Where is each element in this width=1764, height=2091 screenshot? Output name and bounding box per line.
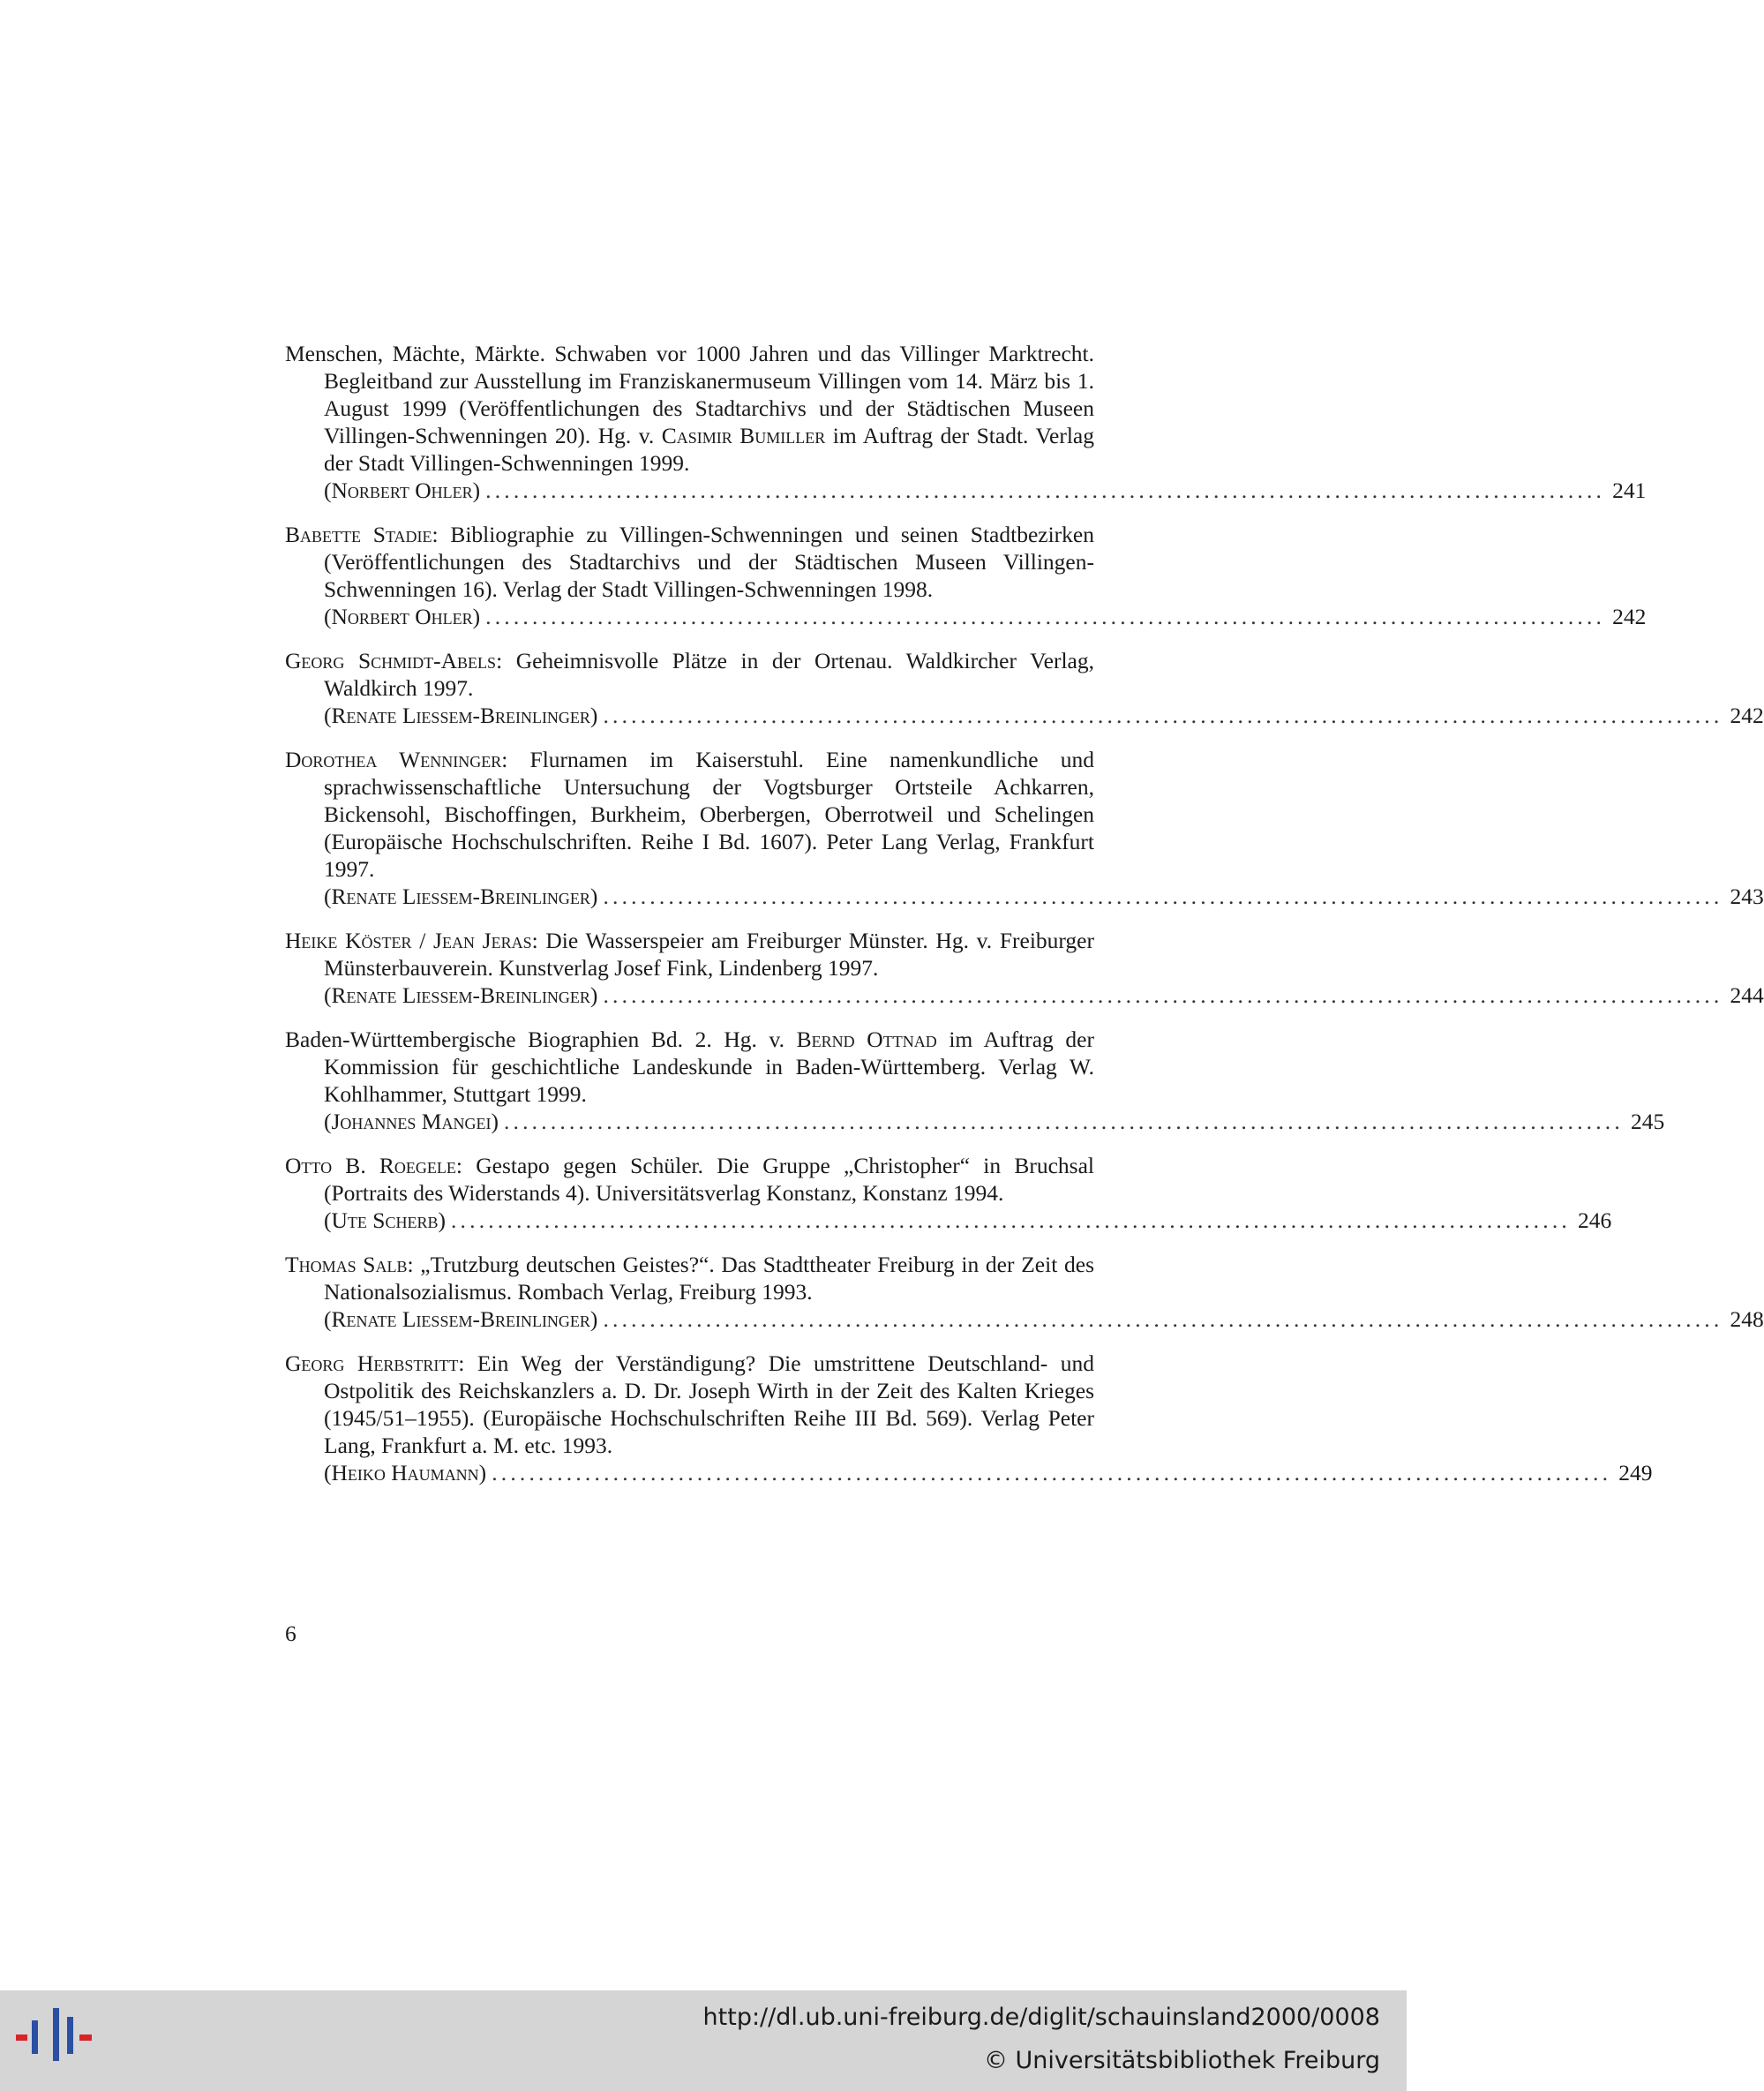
ub-freiburg-logo-icon [16,2008,95,2079]
book-citation [285,1251,1094,1305]
reviewer-name: (Norbert Ohler) [324,478,481,503]
review-entry [285,1251,1764,1333]
citation-text: : Geheimnisvolle Plätze in der Ortenau. Waldkircher Verlag, Waldkirch 1997. [324,648,1094,701]
reviewer-line [285,1305,1764,1333]
reviewer-line [285,477,1647,504]
review-entry [285,1026,1665,1135]
entry-page-number: 242 [1730,703,1764,728]
author-name: Thomas Salb [285,1252,408,1277]
entry-page-number: 249 [1618,1460,1653,1486]
book-citation [285,1026,1094,1108]
author-name: Babette Stadie [285,522,432,547]
dot-leader: ........................................................................................................................ [450,1207,1571,1233]
review-entry [285,340,1647,504]
footer-copyright: © Universitätsbibliothek Freiburg [983,2047,1380,2074]
book-citation [285,340,1094,477]
citation-text: : Ein Weg der Verständigung? Die umstrittene Deutschland- und Ostpolitik des Reichskanzlers a. D. Dr. Joseph Wirth in der Zeit des Kalten Krieges (1945/51–1955). (Europäische Hochschulschriften Reihe III Bd. 569). Verlag Peter Lang, Frankfurt a. M. etc. 1993. [324,1350,1094,1458]
reviewer-line [285,1207,1612,1234]
dot-leader: ........................................................................................................................ [503,1109,1624,1134]
reviewer-name: (Renate Liessem-Breinlinger) [324,703,598,728]
dot-leader: ........................................................................................................................ [603,884,1723,909]
dot-leader: ........................................................................................................................ [603,1306,1723,1332]
review-entry [285,521,1647,630]
reviewer-name: (Heiko Haumann) [324,1460,487,1486]
citation-text: im Auftrag der Kommission für geschichtliche Landeskunde in Baden-Württemberg. Verlag W. Kohlhammer, Stuttgart 1999. [324,1027,1094,1107]
author-name: Casimir Bumiller [661,423,826,448]
reviewer-name: (Renate Liessem-Breinlinger) [324,884,598,909]
reviewer-name: (Renate Liessem-Breinlinger) [324,1306,598,1332]
footer-url-link[interactable]: http://dl.ub.uni-freiburg.de/diglit/schauinsland2000/0008 [702,2004,1380,2031]
review-list [285,340,1764,1503]
citation-text: Baden-Württembergische Biographien Bd. 2. Hg. v. [285,1027,797,1052]
citation-text: : Die Wasserspeier am Freiburger Münster. Hg. v. Freiburger Münsterbauverein. Kunstverlag Josef Fink, Lindenberg 1997. [324,928,1094,981]
dot-leader: ........................................................................................................................ [603,703,1723,728]
citation-text: : Bibliographie zu Villingen-Schwenningen und seinen Stadtbezirken (Veröffentlichungen des Stadtarchivs und der Städtischen Museen Villingen-Schwenningen 16). Verlag der Stadt Villingen-Schwenningen 1998. [324,522,1094,602]
entry-page-number: 243 [1730,884,1764,909]
author-name: Georg Schmidt-Abels [285,648,497,673]
citation-text: im Auftrag der Stadt. Verlag der Stadt Villingen-Schwenningen 1999. [324,423,1095,476]
entry-page-number: 241 [1612,478,1647,503]
reviewer-line [285,982,1764,1009]
entry-page-number: 246 [1577,1207,1612,1233]
author-name: Otto B. Roegele [285,1153,456,1178]
book-citation [285,647,1094,702]
dot-leader: ........................................................................................................................ [485,604,1606,629]
book-citation [285,746,1094,883]
citation-text: : „Trutzburg deutschen Geistes?“. Das Stadttheater Freiburg in der Zeit des Nationalsozialismus. Rombach Verlag, Freiburg 1993. [324,1252,1094,1305]
reviewer-line [285,702,1764,729]
reviewer-line [285,1108,1665,1135]
author-name: Jean Jeras [433,928,532,953]
entry-page-number: 248 [1730,1306,1764,1332]
author-name: Dorothea Wenninger [285,747,502,772]
reviewer-name: (Renate Liessem-Breinlinger) [324,982,598,1008]
citation-text: : Gestapo gegen Schüler. Die Gruppe „Christopher“ in Bruchsal (Portraits des Widerstands 4). Universitätsverlag Konstanz, Konstanz 1994. [324,1153,1094,1206]
entry-page-number: 242 [1612,604,1647,629]
footer-bar [0,1990,1407,2091]
author-name: Georg Herbstritt [285,1350,459,1376]
dot-leader: ........................................................................................................................ [485,478,1606,503]
book-citation [285,927,1094,982]
reviewer-line [285,603,1647,630]
reviewer-line [285,1459,1653,1486]
review-entry [285,927,1764,1009]
book-citation [285,1152,1094,1207]
reviewer-name: (Norbert Ohler) [324,604,481,629]
page-number: 6 [285,1621,297,1646]
citation-text: / [411,928,434,953]
reviewer-line [285,883,1764,910]
citation-text: : Flurnamen im Kaiserstuhl. Eine namenkundliche und sprachwissenschaftliche Untersuchung der Vogtsburger Ortsteile Achkarren, Bickensohl, Bischoffingen, Burkheim, Oberbergen, Oberrotweil und Schelingen (Europäische Hochschulschriften. Reihe I Bd. 1607). Peter Lang Verlag, Frankfurt 1997. [324,747,1094,882]
entry-page-number: 245 [1630,1109,1665,1134]
review-entry [285,746,1764,910]
review-entry [285,1350,1653,1486]
author-name: Bernd Ottnad [796,1027,937,1052]
dot-leader: ........................................................................................................................ [603,982,1723,1008]
review-entry [285,647,1764,729]
book-citation [285,521,1094,603]
dot-leader: ........................................................................................................................ [492,1460,1612,1486]
citation-text: Menschen, Mächte, Märkte. Schwaben vor 1000 Jahren und das Villinger Marktrecht. Begleitband zur Ausstellung im Franziskanermuseum Villingen vom 14. März bis 1. August 1999 (Veröffentlichungen des Stadtarchivs und der Städtischen Museen Villingen-Schwenningen 20). Hg. v. [285,341,1094,448]
review-entry [285,1152,1612,1234]
author-name: Heike Köster [285,928,412,953]
reviewer-name: (Ute Scherb) [324,1207,446,1233]
book-citation [285,1350,1094,1459]
entry-page-number: 244 [1730,982,1764,1008]
reviewer-name: (Johannes Mangei) [324,1109,499,1134]
